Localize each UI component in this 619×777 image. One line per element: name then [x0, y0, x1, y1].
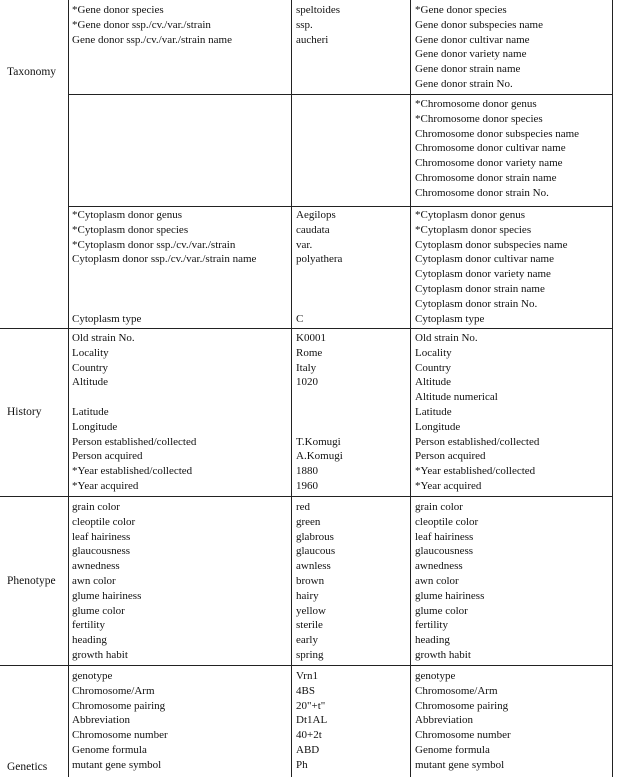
table-row	[0, 758, 619, 773]
field-label: cleoptile color	[72, 515, 136, 528]
table-row	[0, 346, 619, 361]
field-name: Genome formula	[415, 744, 490, 756]
field-value: speltoides	[296, 4, 340, 16]
table-row	[0, 47, 619, 62]
field-label: *Cytoplasm donor species	[72, 223, 189, 236]
field-name: *Year acquired	[415, 480, 482, 492]
field-label: Gene donor ssp./cv./var./strain name	[72, 33, 232, 46]
field-value: 20"+t"	[296, 699, 326, 712]
table-row	[0, 156, 619, 171]
field-label: leaf hairiness	[72, 530, 131, 543]
field-name: grain color	[415, 501, 463, 513]
field-label: Chromosome/Arm	[72, 684, 155, 697]
field-name: glaucousness	[415, 545, 474, 558]
group-divider	[68, 206, 613, 207]
field-name: *Cytoplasm donor species	[415, 223, 532, 236]
table-row	[0, 390, 619, 405]
field-label: fertility	[72, 619, 105, 632]
field-label: awnedness	[72, 560, 120, 573]
field-name: *Year established/collected	[415, 465, 536, 478]
table-row	[0, 405, 619, 420]
table-row	[0, 669, 619, 684]
field-value: sterile	[296, 619, 323, 632]
field-label: glume color	[72, 604, 125, 617]
field-value: Rome	[296, 346, 323, 359]
table-row	[0, 267, 619, 282]
field-label: Chromosome number	[72, 729, 168, 742]
table-row	[0, 648, 619, 663]
field-label: growth habit	[72, 649, 128, 661]
field-value: polyathera	[296, 253, 343, 266]
table-row	[0, 530, 619, 545]
field-name: *Cytoplasm donor genus	[415, 209, 525, 221]
field-name: awn color	[415, 575, 459, 587]
table-row	[0, 97, 619, 112]
field-value: T.Komugi	[296, 435, 341, 448]
table-row	[0, 449, 619, 464]
field-label: Person acquired	[72, 450, 143, 463]
field-label: awn color	[72, 575, 116, 587]
field-value: yellow	[296, 604, 326, 617]
section-phenotype	[0, 497, 619, 665]
field-name: *Gene donor species	[415, 4, 507, 16]
table-row	[0, 464, 619, 479]
field-name: Chromosome donor strain name	[415, 172, 557, 184]
table-row	[0, 208, 619, 223]
field-value: Dt1AL	[296, 714, 328, 727]
field-value: 4BS	[296, 684, 315, 697]
field-value: ssp.	[296, 18, 313, 31]
field-value: Ph	[296, 758, 308, 771]
table-row	[0, 77, 619, 92]
field-name: Altitude	[415, 376, 452, 389]
field-name: growth habit	[415, 649, 471, 661]
table-row	[0, 3, 619, 18]
field-name: cleoptile color	[415, 515, 479, 528]
field-name: fertility	[415, 619, 448, 632]
field-name: Chromosome donor variety name	[415, 157, 563, 170]
field-name: Gene donor variety name	[415, 48, 527, 61]
field-value: 40+2t	[296, 729, 322, 742]
field-label: Cytoplasm type	[72, 312, 142, 325]
field-value: awnless	[296, 560, 331, 573]
field-label: *Year established/collected	[72, 465, 193, 478]
table-row	[0, 544, 619, 559]
field-value: 1020	[296, 376, 318, 389]
field-name: Latitude	[415, 406, 452, 418]
section-label-history: History	[7, 406, 42, 418]
section-genetics	[0, 666, 619, 777]
field-label: Person established/collected	[72, 435, 197, 448]
field-value: 1960	[296, 480, 318, 492]
field-name: Cytoplasm donor cultivar name	[415, 253, 554, 266]
field-name: Person acquired	[415, 450, 486, 463]
table-row	[0, 112, 619, 127]
table-row	[0, 435, 619, 450]
field-name: Chromosome number	[415, 729, 511, 742]
section-history	[0, 329, 619, 496]
table-row	[0, 282, 619, 297]
table-row	[0, 238, 619, 253]
field-name: Chromosome donor strain No.	[415, 186, 549, 199]
field-name: Longitude	[415, 420, 461, 433]
table-row	[0, 604, 619, 619]
field-value: ABD	[296, 744, 320, 756]
field-value: A.Komugi	[296, 450, 343, 463]
field-value: hairy	[296, 589, 319, 602]
table-row	[0, 684, 619, 699]
field-name: Gene donor cultivar name	[415, 33, 530, 46]
table-row	[0, 297, 619, 312]
field-label: *Cytoplasm donor ssp./cv./var./strain	[72, 238, 236, 251]
field-name: Chromosome/Arm	[415, 684, 498, 697]
table-row	[0, 500, 619, 515]
table-row	[0, 127, 619, 142]
field-label: glume hairiness	[72, 589, 142, 602]
field-label: Genome formula	[72, 744, 147, 756]
field-value: C	[296, 312, 304, 325]
field-label: Country	[72, 361, 109, 374]
field-label: Latitude	[72, 406, 109, 418]
field-label: Cytoplasm donor ssp./cv./var./strain name	[72, 253, 257, 266]
section-taxonomy	[0, 0, 619, 328]
field-label: Old strain No.	[72, 332, 135, 344]
field-value: Aegilops	[296, 209, 336, 221]
field-label: heading	[72, 634, 107, 647]
field-name: Old strain No.	[415, 332, 478, 344]
table-row	[0, 728, 619, 743]
section-label-taxonomy: Taxonomy	[7, 66, 57, 78]
field-value: brown	[296, 575, 325, 587]
field-value: Vrn1	[296, 670, 318, 682]
field-label: grain color	[72, 501, 120, 513]
table-row	[0, 18, 619, 33]
field-name: *Chromosome donor genus	[415, 98, 537, 110]
field-name: Cytoplasm donor variety name	[415, 268, 551, 281]
field-name: Gene donor subspecies name	[415, 18, 543, 31]
field-name: awnedness	[415, 560, 463, 573]
field-label: mutant gene symbol	[72, 758, 162, 771]
field-name: Person established/collected	[415, 435, 540, 448]
field-value: 1880	[296, 465, 318, 478]
field-name: heading	[415, 634, 450, 647]
table-row	[0, 186, 619, 201]
field-name: Country	[415, 361, 452, 374]
section-label-genetics: Genetics	[7, 761, 48, 773]
table-row	[0, 713, 619, 728]
field-label: Chromosome pairing	[72, 699, 166, 712]
table-row	[0, 62, 619, 77]
field-name: Cytoplasm donor strain name	[415, 283, 545, 295]
table-row	[0, 559, 619, 574]
field-name: glume color	[415, 604, 468, 617]
table-row	[0, 574, 619, 589]
field-value: glabrous	[296, 530, 334, 543]
group-divider	[68, 94, 613, 95]
field-name: Chromosome donor subspecies name	[415, 127, 580, 140]
field-name: leaf hairiness	[415, 530, 474, 543]
table-row	[0, 223, 619, 238]
field-name: genotype	[415, 670, 456, 682]
field-name: Gene donor strain name	[415, 63, 521, 76]
table-row	[0, 361, 619, 376]
field-value: Italy	[296, 361, 317, 374]
table-row	[0, 312, 619, 327]
table-row	[0, 633, 619, 648]
field-label: Locality	[72, 346, 109, 359]
field-name: Chromosome pairing	[415, 699, 509, 712]
table-row	[0, 420, 619, 435]
field-label: Longitude	[72, 420, 118, 433]
field-label: *Year acquired	[72, 480, 139, 492]
section-label-phenotype: Phenotype	[7, 575, 56, 587]
table-row	[0, 743, 619, 758]
field-value: K0001	[296, 332, 326, 344]
table-row	[0, 479, 619, 494]
table-row	[0, 252, 619, 267]
table-row	[0, 515, 619, 530]
field-name: Altitude numerical	[415, 391, 498, 404]
field-value: early	[296, 634, 318, 647]
field-name: Locality	[415, 346, 452, 359]
field-label: *Gene donor species	[72, 4, 164, 16]
field-name: *Chromosome donor species	[415, 112, 543, 125]
table-row	[0, 375, 619, 390]
table-row	[0, 618, 619, 633]
field-label: *Cytoplasm donor genus	[72, 209, 182, 221]
table-row	[0, 331, 619, 346]
field-name: Abbreviation	[415, 714, 474, 727]
field-value: red	[296, 501, 311, 513]
table-row	[0, 171, 619, 186]
field-label: Abbreviation	[72, 714, 131, 727]
field-label: Altitude	[72, 376, 109, 389]
field-name: glume hairiness	[415, 589, 485, 602]
field-name: Gene donor strain No.	[415, 78, 513, 90]
field-label: glaucousness	[72, 545, 131, 558]
field-value: aucheri	[296, 33, 329, 46]
field-name: Cytoplasm donor strain No.	[415, 297, 538, 310]
field-name: Chromosome donor cultivar name	[415, 142, 566, 155]
field-label: genotype	[72, 670, 113, 682]
field-name: Cytoplasm type	[415, 312, 485, 325]
field-value: caudata	[296, 223, 330, 236]
field-value: green	[296, 515, 321, 528]
table-row	[0, 589, 619, 604]
table-row	[0, 141, 619, 156]
field-name: mutant gene symbol	[415, 758, 505, 771]
table-row	[0, 33, 619, 48]
field-label: *Gene donor ssp./cv./var./strain	[72, 18, 211, 31]
table-row	[0, 699, 619, 714]
field-value: spring	[296, 649, 324, 661]
field-value: glaucous	[296, 545, 336, 558]
field-name: Cytoplasm donor subspecies name	[415, 238, 568, 251]
field-value: var.	[296, 238, 313, 251]
